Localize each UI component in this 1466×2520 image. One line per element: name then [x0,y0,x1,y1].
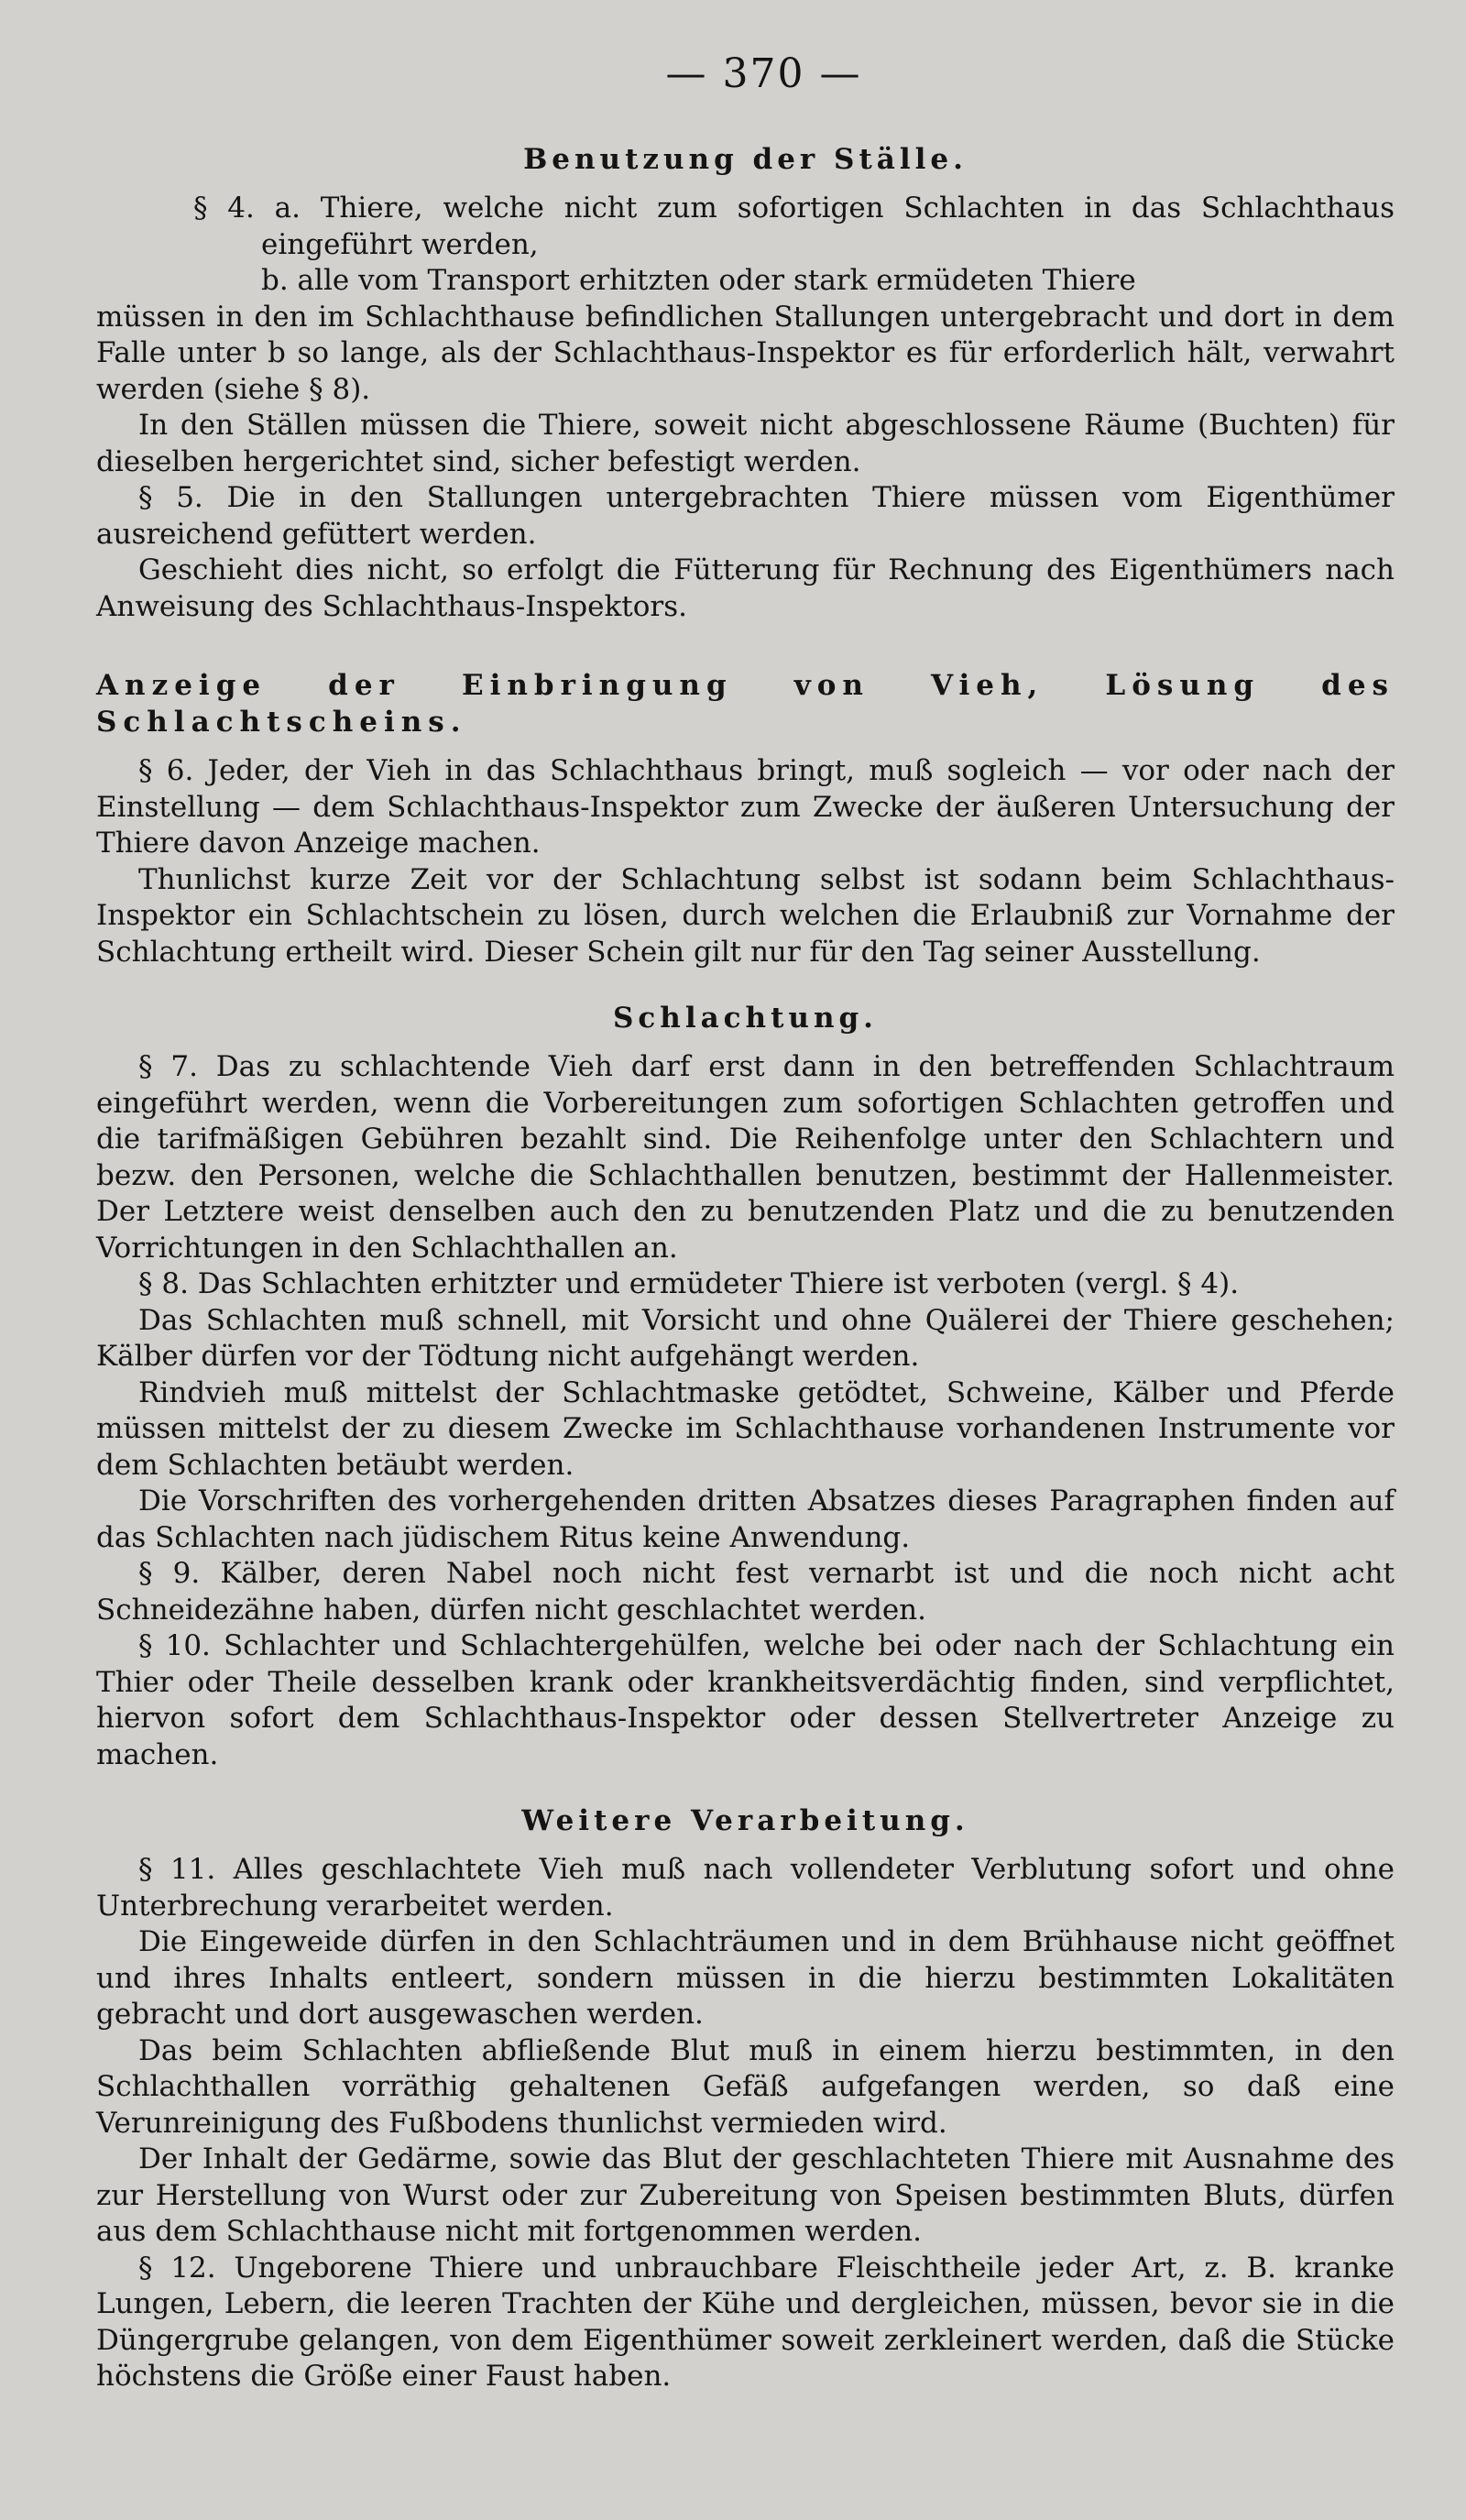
paragraph-11-blood: Das beim Schlachten abfließende Blut muß in einem hierzu bestimmten, in den Schlachthallen vorräthig gehaltenen Gefäß aufgefangen werden, so daß eine Verunreinigung des Fußbodens thunlichst vermieden wird. [96,2033,1395,2140]
paragraph-11-contents: Der Inhalt der Gedärme, sowie das Blut der geschlachteten Thiere mit Ausnahme des zur Herstellung von Wurst oder zur Zubereitung von Speisen bestimmten Bluts, dürfen aus dem Schlachthause nicht mit fortgenommen werden. [96,2142,1395,2248]
paragraph-6: § 6. Jeder, der Vieh in das Schlachthaus bringt, muß sogleich — vor oder nach der Einstellung — dem Schlachthaus-Inspektor zum Zwecke der äußeren Untersuchung der Thiere davon Anzeige machen. [96,754,1395,860]
paragraph-8-exception: Die Vorschriften des vorhergehenden dritten Absatzes dieses Paragraphen finden auf das Schlachten nach jüdischem Ritus keine Anwendung. [96,1485,1395,1554]
paragraph-4-stalls: In den Ställen müssen die Thiere, soweit nicht abgeschlossene Räume (Buchten) für dieselben hergerichtet sind, sicher befestigt werden. [96,409,1395,478]
paragraph-8-stunning: Rindvieh muß mittelst der Schlachtmaske getödtet, Schweine, Kälber und Pferde müssen mittelst der zu diesem Zwecke im Schlachthause vorhandenen Instrumente vor dem Schlachten betäubt werden. [96,1375,1395,1482]
paragraph-12: § 12. Ungeborene Thiere und unbrauchbare Fleischtheile jeder Art, z. B. kranke Lungen, Lebern, die leeren Trachten der Kühe und dergleichen, müssen, bevor sie in die Düngergrube gelangen, von dem Eigenthümer soweit zerkleinert werden, daß die Stücke höchstens die Größe einer Faust haben. [96,2251,1395,2393]
paragraph-7: § 7. Das zu schlachtende Vieh darf erst dann in den betreffenden Schlachtraum eingeführt werden, wenn die Vorbereitungen zum sofortigen Schlachten getroffen und die tarifmäßigen Gebühren bezahlt sind. Die Reihenfolge unter den Schlachtern und bezw. den Personen, welche die Schlachthallen benutzen, bestimmt der Hallenmeister. Der Letztere weist denselben auch den zu benutzenden Platz und die zu benutzenden Vorrichtungen in den Schlachthallen an. [96,1050,1395,1265]
paragraph-6-certificate: Thunlichst kurze Zeit vor der Schlachtung selbst ist sodann beim Schlachthaus-Inspektor ein Schlachtschein zu lösen, durch welchen die Erlaubniß zur Vornahme der Schlachtung ertheilt wird. Dieser Schein gilt nur für den Tag seiner Ausstellung. [96,862,1395,969]
paragraph-4-body: müssen in den im Schlachthause befindlichen Stallungen untergebracht und dort in dem Falle unter b so lange, als der Schlachthaus-Inspektor es für erforderlich hält, verwahrt werden (siehe § 8). [96,300,1395,406]
section-heading-stalls: Benutzung der Ställe. [523,143,968,176]
paragraph-8-method: Das Schlachten muß schnell, mit Vorsicht und ohne Quälerei der Thiere geschehen; Kälber dürfen vor der Tödtung nicht aufgehängt werden. [96,1303,1395,1373]
paragraph-8: § 8. Das Schlachten erhitzter und ermüdeter Thiere ist verboten (vergl. § 4). [138,1267,1240,1300]
section-heading-notice: Anzeige der Einbringung von Vieh, Lösung des Schlachtscheins. [96,669,1395,739]
section-heading-processing: Weitere Verarbeitung. [521,1804,969,1837]
paragraph-9: § 9. Kälber, deren Nabel noch nicht fest vernarbt ist und die noch nicht acht Schneidezähne haben, dürfen nicht geschlachtet werden. [96,1557,1395,1627]
paragraph-4b: b. alle vom Transport erhitzten oder stark ermüdeten Thiere [261,264,1136,297]
paragraph-5: § 5. Die in den Stallungen untergebrachten Thiere müssen vom Eigenthümer ausreichend gefüttert werden. [96,481,1395,551]
paragraph-5-feeding: Geschieht dies nicht, so erfolgt die Fütterung für Rechnung des Eigenthümers nach Anweisung des Schlachthaus-Inspektors. [96,553,1395,623]
paragraph-10: § 10. Schlachter und Schlachtergehülfen, welche bei oder nach der Schlachtung ein Thier oder Theile desselben krank oder krankheitsverdächtig finden, sind verpflichtet, hiervon sofort dem Schlachthaus-Inspektor oder dessen Stellvertreter Anzeige zu machen. [96,1629,1395,1771]
paragraph-11-entrails: Die Eingeweide dürfen in den Schlachträumen und in dem Brühhause nicht geöffnet und ihres Inhalts entleert, sondern müssen in die hierzu bestimmten Lokalitäten gebracht und dort ausgewaschen werden. [96,1925,1395,2031]
page-number: — 370 — [665,50,862,97]
section-heading-slaughter: Schlachtung. [613,1002,878,1035]
paragraph-4a: § 4. a. Thiere, welche nicht zum sofortigen Schlachten in das Schlachthaus eingeführt werden, [193,192,1395,261]
paragraph-11: § 11. Alles geschlachtete Vieh muß nach vollendeter Verblutung sofort und ohne Unterbrechung verarbeitet werden. [96,1853,1395,1923]
